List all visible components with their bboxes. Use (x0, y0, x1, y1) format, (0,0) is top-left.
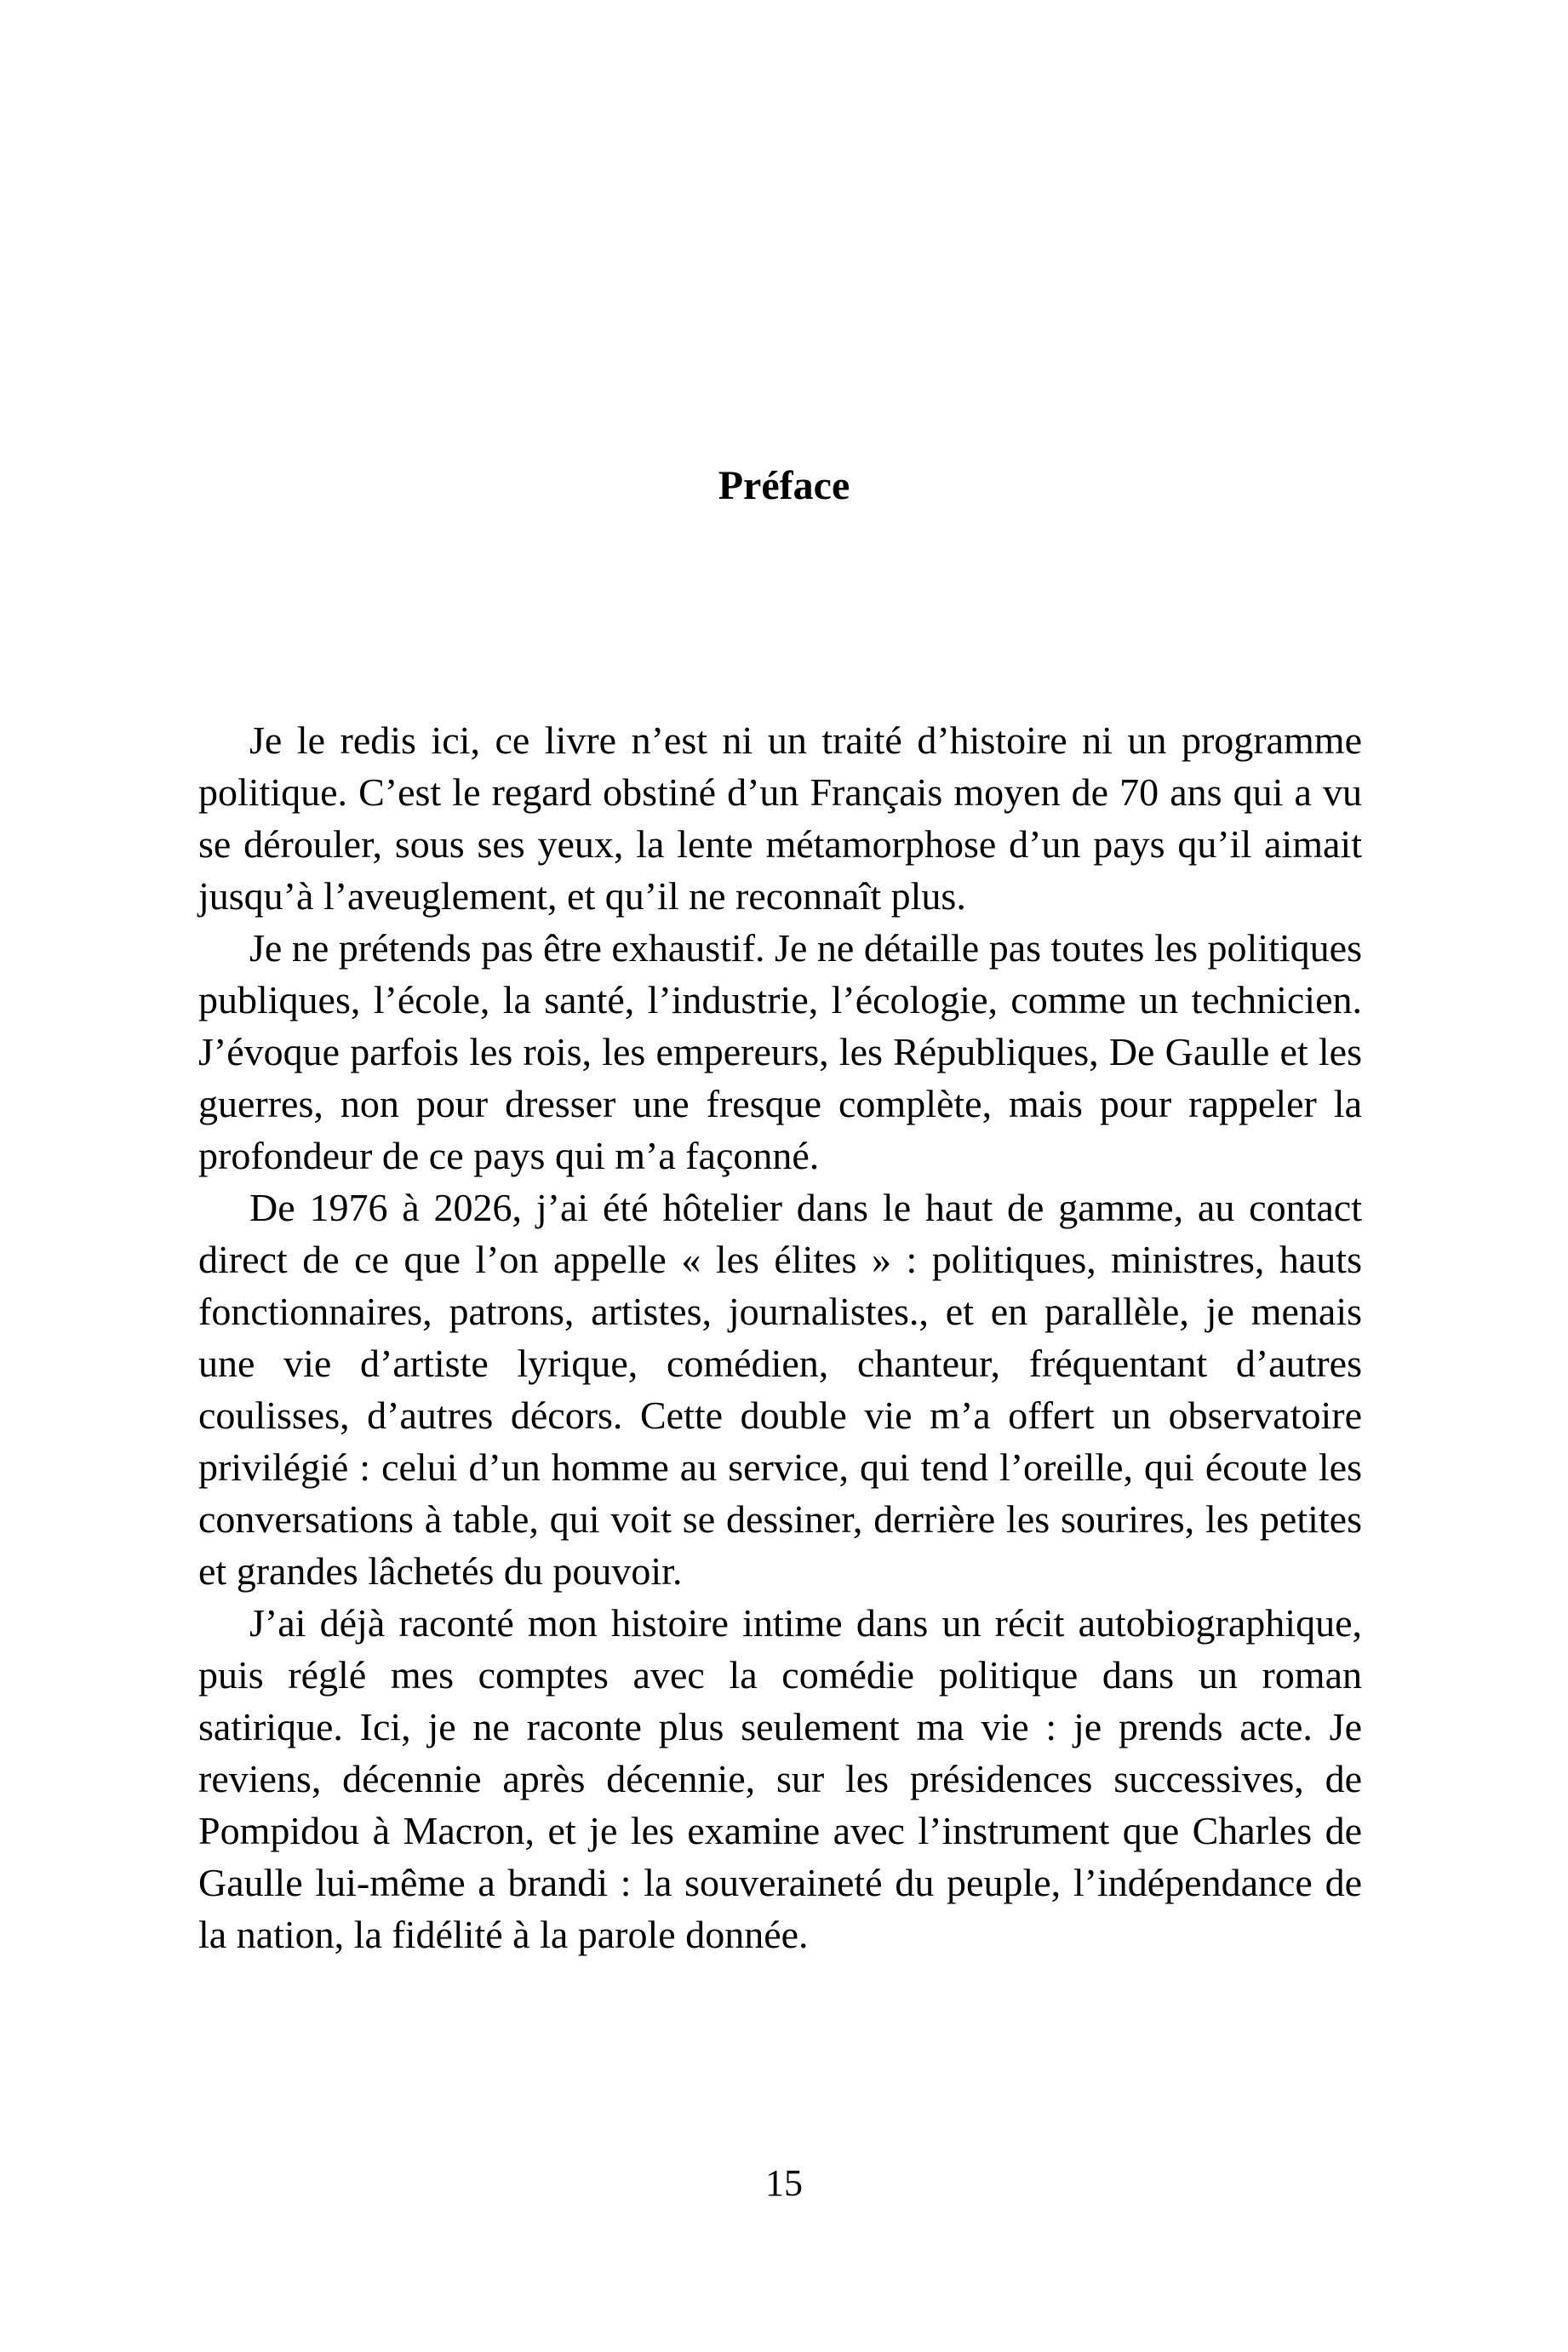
paragraph: Je le redis ici, ce livre n’est ni un traité d’histoire ni un programme politique. C’est le regard obstiné d’un Français moyen de 70 ans qui a vu se dérouler, sous ses yeux, la lente métamorphose d’un pays qu’il aimait jusqu’à l’aveuglement, et qu’il ne reconnaît plus. (198, 718, 1362, 918)
paragraph: J’ai déjà raconté mon histoire intime dans un récit autobiographique, puis réglé mes comptes avec la comédie politique dans un roman satirique. Ici, je ne raconte plus seulement ma vie : je prends acte. Je reviens, décennie après décennie, sur les présidences successives, de Pompidou à Macron, et je les examine avec l’instrument que Charles de Gaulle lui-même a brandi : la souveraineté du peuple, l’indépendance de la nation, la fidélité à la parole donnée. (198, 1601, 1362, 1956)
page-number: 15 (765, 2162, 803, 2204)
paragraph: De 1976 à 2026, j’ai été hôtelier dans le haut de gamme, au contact direct de ce que l’on appelle « les élites » : politiques, ministres, hauts fonctionnaires, patrons, artistes, journalistes., et en parallèle, je menais une vie d’artiste lyrique, comédien, chanteur, fréquentant d’autres coulisses, d’autres décors. Cette double vie m’a offert un observatoire privilégié : celui d’un homme au service, qui tend l’oreille, qui écoute les conversations à table, qui voit se dessiner, derrière les sourires, les petites et grandes lâchetés du pouvoir. (198, 1186, 1362, 1593)
paragraph: Je ne prétends pas être exhaustif. Je ne détaille pas toutes les politiques publiques, l’école, la santé, l’industrie, l’écologie, comme un technicien. J’évoque parfois les rois, les empereurs, les Républiques, De Gaulle et les guerres, non pour dresser une fresque complète, mais pour rappeler la profondeur de ce pays qui m’a façonné. (198, 926, 1362, 1177)
chapter-title: Préface (718, 463, 850, 508)
preface-body (198, 714, 1362, 1960)
